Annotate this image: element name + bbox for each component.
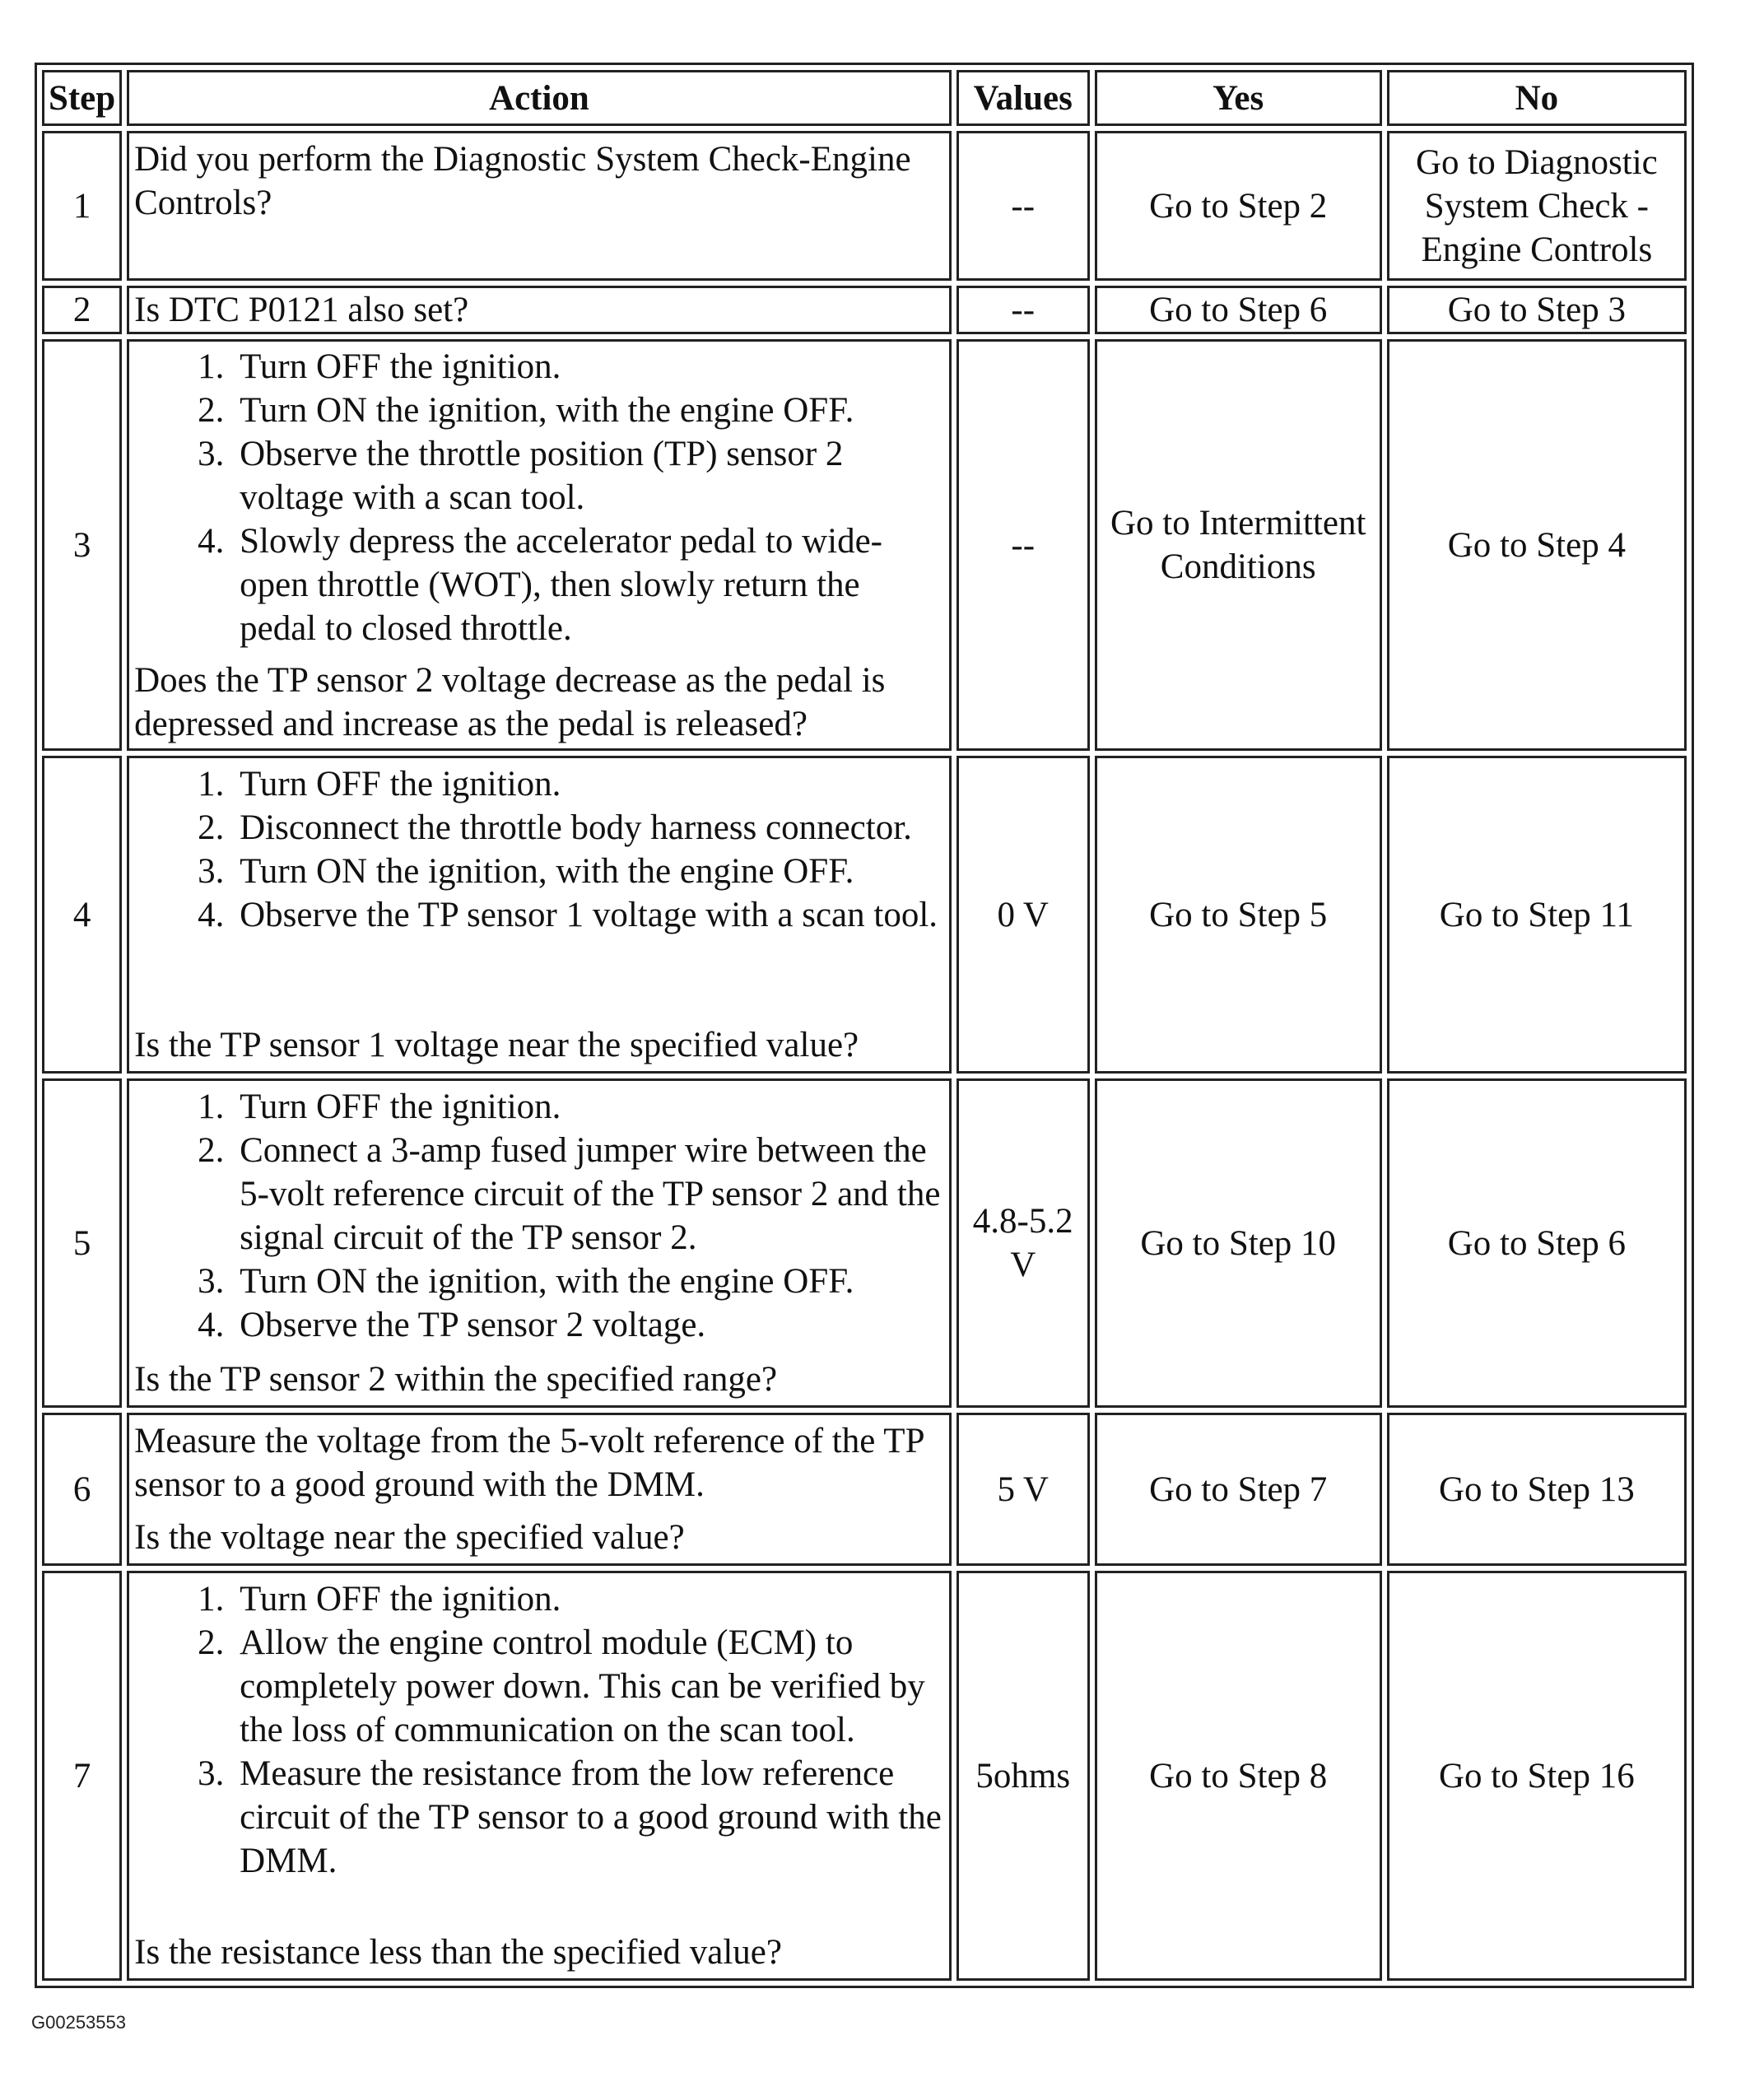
- yes-cell: Go to Step 8: [1095, 1571, 1382, 1981]
- action-step-item: 1. Turn OFF the ignition.: [233, 1085, 944, 1129]
- step-number: 4: [42, 756, 122, 1074]
- action-body: [134, 288, 944, 332]
- step-number: 7: [42, 1571, 122, 1981]
- no-cell: Go to Step 16: [1387, 1571, 1687, 1981]
- action-lead: Did you perform the Diagnostic System Check-Engine Controls?: [134, 140, 911, 222]
- yes-cell: Go to Step 5: [1095, 756, 1382, 1074]
- figure-code: G00253553: [31, 2012, 126, 2033]
- action-step-item: 2. Allow the engine control module (ECM) to completely power down. This can be verified by the loss of communication on the scan tool.: [233, 1621, 944, 1752]
- action-steps-list: [134, 762, 944, 937]
- no-cell: Go to Step 3: [1387, 286, 1687, 334]
- action-step-item: 4. Observe the TP sensor 1 voltage with a scan tool.: [233, 893, 944, 937]
- action-content: [134, 288, 944, 332]
- action-cell: [127, 756, 952, 1074]
- action-content: [134, 345, 944, 746]
- action-cell: [127, 286, 952, 334]
- action-step-item: 2. Turn ON the ignition, with the engine OFF.: [233, 389, 944, 432]
- no-cell: Go to Step 6: [1387, 1078, 1687, 1408]
- action-cell: [127, 1078, 952, 1408]
- action-content: [134, 762, 944, 1067]
- action-body: [134, 762, 944, 937]
- action-cell: [127, 339, 952, 751]
- action-step-item: 1. Turn OFF the ignition.: [233, 762, 944, 806]
- header-no: No: [1387, 70, 1687, 126]
- value-cell: 0 V: [956, 756, 1090, 1074]
- header-row: [42, 70, 1687, 126]
- header-yes: Yes: [1095, 70, 1382, 126]
- no-cell: Go to Step 11: [1387, 756, 1687, 1074]
- yes-cell: Go to Step 10: [1095, 1078, 1382, 1408]
- action-step-item: 3. Turn ON the ignition, with the engine OFF.: [233, 850, 944, 893]
- table-row: [42, 1571, 1687, 1981]
- value-cell: --: [956, 339, 1090, 751]
- table-row: [42, 286, 1687, 334]
- action-content: [134, 137, 944, 274]
- table-row: [42, 756, 1687, 1074]
- yes-cell: Go to Step 6: [1095, 286, 1382, 334]
- action-body: [134, 137, 944, 225]
- action-body: [134, 1419, 944, 1507]
- step-number: 6: [42, 1413, 122, 1566]
- step-number: 2: [42, 286, 122, 334]
- header-step: Step: [42, 70, 122, 126]
- action-step-item: 2. Connect a 3-amp fused jumper wire between the 5-volt reference circuit of the TP sensor 2 and the signal circuit of the TP sensor 2.: [233, 1129, 944, 1260]
- step-number: 5: [42, 1078, 122, 1408]
- action-step-item: 1. Turn OFF the ignition.: [233, 345, 944, 389]
- table-row: [42, 339, 1687, 751]
- table-row: [42, 131, 1687, 281]
- action-question: Is the TP sensor 1 voltage near the specified value?: [134, 1026, 859, 1064]
- table-row: [42, 1078, 1687, 1408]
- action-steps-list: [134, 345, 944, 650]
- yes-cell: Go to Step 7: [1095, 1413, 1382, 1566]
- action-lead: Measure the voltage from the 5-volt reference of the TP sensor to a good ground with the DMM.: [134, 1422, 924, 1504]
- action-cell: [127, 1571, 952, 1981]
- action-step-item: 3. Measure the resistance from the low reference circuit of the TP sensor to a good ground with the DMM.: [233, 1752, 944, 1883]
- diagnostic-table: [35, 63, 1694, 1988]
- step-number: 3: [42, 339, 122, 751]
- action-lead: Is DTC P0121 also set?: [134, 291, 469, 329]
- action-question: Is the resistance less than the specified value?: [134, 1933, 782, 1972]
- value-cell: --: [956, 286, 1090, 334]
- table-row: [42, 1413, 1687, 1566]
- yes-cell: Go to Step 2: [1095, 131, 1382, 281]
- action-question: Is the TP sensor 2 within the specified range?: [134, 1360, 778, 1399]
- action-step-item: 4. Slowly depress the accelerator pedal to wide-open throttle (WOT), then slowly return the pedal to closed throttle.: [233, 519, 944, 650]
- action-content: [134, 1577, 944, 1974]
- action-question: Is the voltage near the specified value?: [134, 1518, 685, 1557]
- value-cell: 5 V: [956, 1413, 1090, 1566]
- action-body: [134, 345, 944, 650]
- action-step-item: 4. Observe the TP sensor 2 voltage.: [233, 1303, 944, 1347]
- action-cell: [127, 131, 952, 281]
- value-cell: --: [956, 131, 1090, 281]
- action-content: [134, 1085, 944, 1401]
- no-cell: Go to Diagnostic System Check - Engine Controls: [1387, 131, 1687, 281]
- no-cell: Go to Step 13: [1387, 1413, 1687, 1566]
- value-cell: 4.8-5.2 V: [956, 1078, 1090, 1408]
- yes-cell: Go to Intermittent Conditions: [1095, 339, 1382, 751]
- action-step-item: 1. Turn OFF the ignition.: [233, 1577, 944, 1621]
- header-action: Action: [127, 70, 952, 126]
- action-step-item: 2. Disconnect the throttle body harness connector.: [233, 806, 944, 850]
- action-question: Does the TP sensor 2 voltage decrease as the pedal is depressed and increase as the pedal is released?: [134, 660, 886, 743]
- no-cell: Go to Step 4: [1387, 339, 1687, 751]
- action-body: [134, 1577, 944, 1883]
- action-body: [134, 1085, 944, 1347]
- action-content: [134, 1419, 944, 1559]
- action-step-item: 3. Observe the throttle position (TP) sensor 2 voltage with a scan tool.: [233, 432, 944, 519]
- value-cell: 5ohms: [956, 1571, 1090, 1981]
- header-values: Values: [956, 70, 1090, 126]
- action-cell: [127, 1413, 952, 1566]
- action-step-item: 3. Turn ON the ignition, with the engine OFF.: [233, 1260, 944, 1303]
- action-steps-list: [134, 1085, 944, 1347]
- action-steps-list: [134, 1577, 944, 1883]
- step-number: 1: [42, 131, 122, 281]
